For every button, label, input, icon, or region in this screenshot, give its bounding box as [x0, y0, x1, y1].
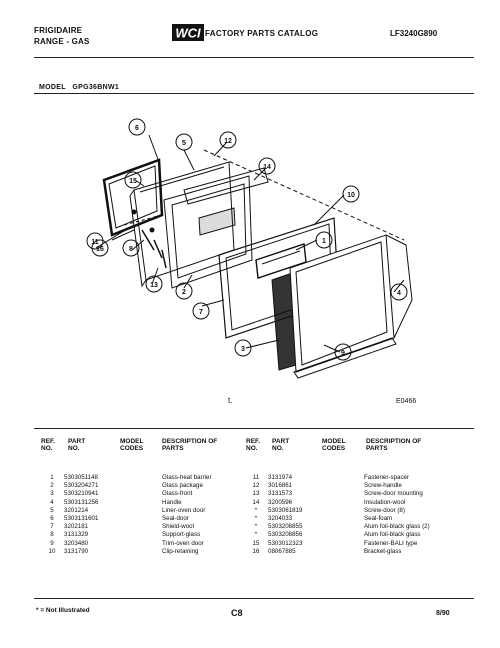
callout-9: 9 — [341, 350, 345, 357]
table-row: * 3204033 Seal-foam — [254, 515, 393, 523]
callout-4: 4 — [397, 290, 401, 297]
table-row: 1 5303051148 Glass-heat barrier — [50, 474, 212, 481]
table-row: 7 3202181 Shield-wool — [50, 523, 194, 531]
callout-15: 15 — [129, 178, 137, 185]
product-type: RANGE - GAS — [34, 37, 90, 46]
table-row: 13 3131573 Screw-door mounting — [252, 490, 423, 498]
brand-name: FRIGIDAIRE — [34, 26, 83, 35]
callout-7: 7 — [199, 309, 203, 316]
table-row: 11 3131974 Fastener-spacer — [252, 474, 410, 481]
table-row: * 5303208855 Alum foil-black glass (2) — [254, 523, 430, 531]
callout-11: 11 — [91, 239, 99, 246]
not-illustrated-note: * = Not Illustrated — [36, 607, 90, 614]
table-row: 4 5303131256 Handle — [50, 498, 182, 506]
callout-14: 14 — [263, 164, 271, 171]
logo-text: WCI — [175, 25, 201, 41]
table-row: 14 3200596 Insulation-wool — [252, 498, 406, 506]
callout-12: 12 — [224, 138, 232, 145]
model-line — [39, 84, 119, 91]
figure-code: E0466 — [396, 398, 417, 405]
table-top-rule — [34, 428, 474, 429]
callout-2: 2 — [182, 289, 186, 296]
wci-logo — [172, 24, 204, 46]
model-rule — [34, 93, 474, 94]
catalog-number: LF3240G890 — [390, 29, 438, 38]
table-row: 16 08067885 Bracket-glass — [252, 547, 402, 555]
header-rule — [34, 57, 474, 58]
parts-table-left — [40, 474, 240, 556]
callout-1: 1 — [322, 238, 326, 245]
page-code: C8 — [231, 608, 243, 618]
callout-13: 13 — [150, 282, 158, 289]
header-model-codes-left: MODEL CODES — [120, 438, 144, 452]
diagram-tick-mark: t. — [228, 396, 233, 405]
header-part-no-right: PART NO. — [272, 438, 290, 452]
table-bottom-rule — [34, 598, 474, 599]
header-ref-no-left: REF. NO. — [41, 438, 56, 452]
callout-8: 8 — [129, 246, 133, 253]
header-part-no-left: PART NO. — [68, 438, 86, 452]
callout-5: 5 — [182, 140, 186, 147]
table-row: 3 5303210941 Glass-front — [50, 490, 193, 498]
header-ref-no-right: REF. NO. — [246, 438, 261, 452]
table-row: 15 5303012323 Fastener-BALI type — [252, 539, 418, 547]
header-model-codes-right: MODEL CODES — [322, 438, 346, 452]
print-date: 8/90 — [436, 610, 450, 617]
model-value: GPG36BNW1 — [72, 84, 120, 91]
exploded-parts-diagram — [34, 100, 464, 405]
parts-table-right — [244, 474, 484, 556]
table-row: 2 5303204271 Glass package — [50, 482, 203, 490]
callout-16: 16 — [96, 246, 104, 253]
callout-6: 6 — [135, 125, 139, 132]
header-description-right: DESCRIPTION OF PARTS — [366, 438, 422, 452]
callout-3: 3 — [241, 346, 245, 353]
catalog-title: FACTORY PARTS CATALOG — [205, 29, 319, 38]
table-row: 10 3131790 Clip-retaining — [48, 547, 199, 555]
table-row: 5 3201214 Liner-oven door — [50, 506, 206, 514]
table-row: 12 3016861 Screw-handle — [252, 482, 402, 490]
table-row: 6 5303131601 Seal-door — [50, 515, 189, 523]
table-row: 9 3203480 Trim-oven door — [50, 539, 204, 547]
header-description-left: DESCRIPTION OF PARTS — [162, 438, 218, 452]
model-label: MODEL — [39, 84, 66, 91]
table-row: * 5303061819 Screw-door (8) — [254, 506, 405, 514]
brand-block — [34, 25, 90, 47]
callout-10: 10 — [347, 192, 355, 199]
table-row: * 5303208856 Alum foil-black glass — [254, 531, 421, 539]
table-row: 8 3131329 Support-glass — [50, 531, 201, 539]
